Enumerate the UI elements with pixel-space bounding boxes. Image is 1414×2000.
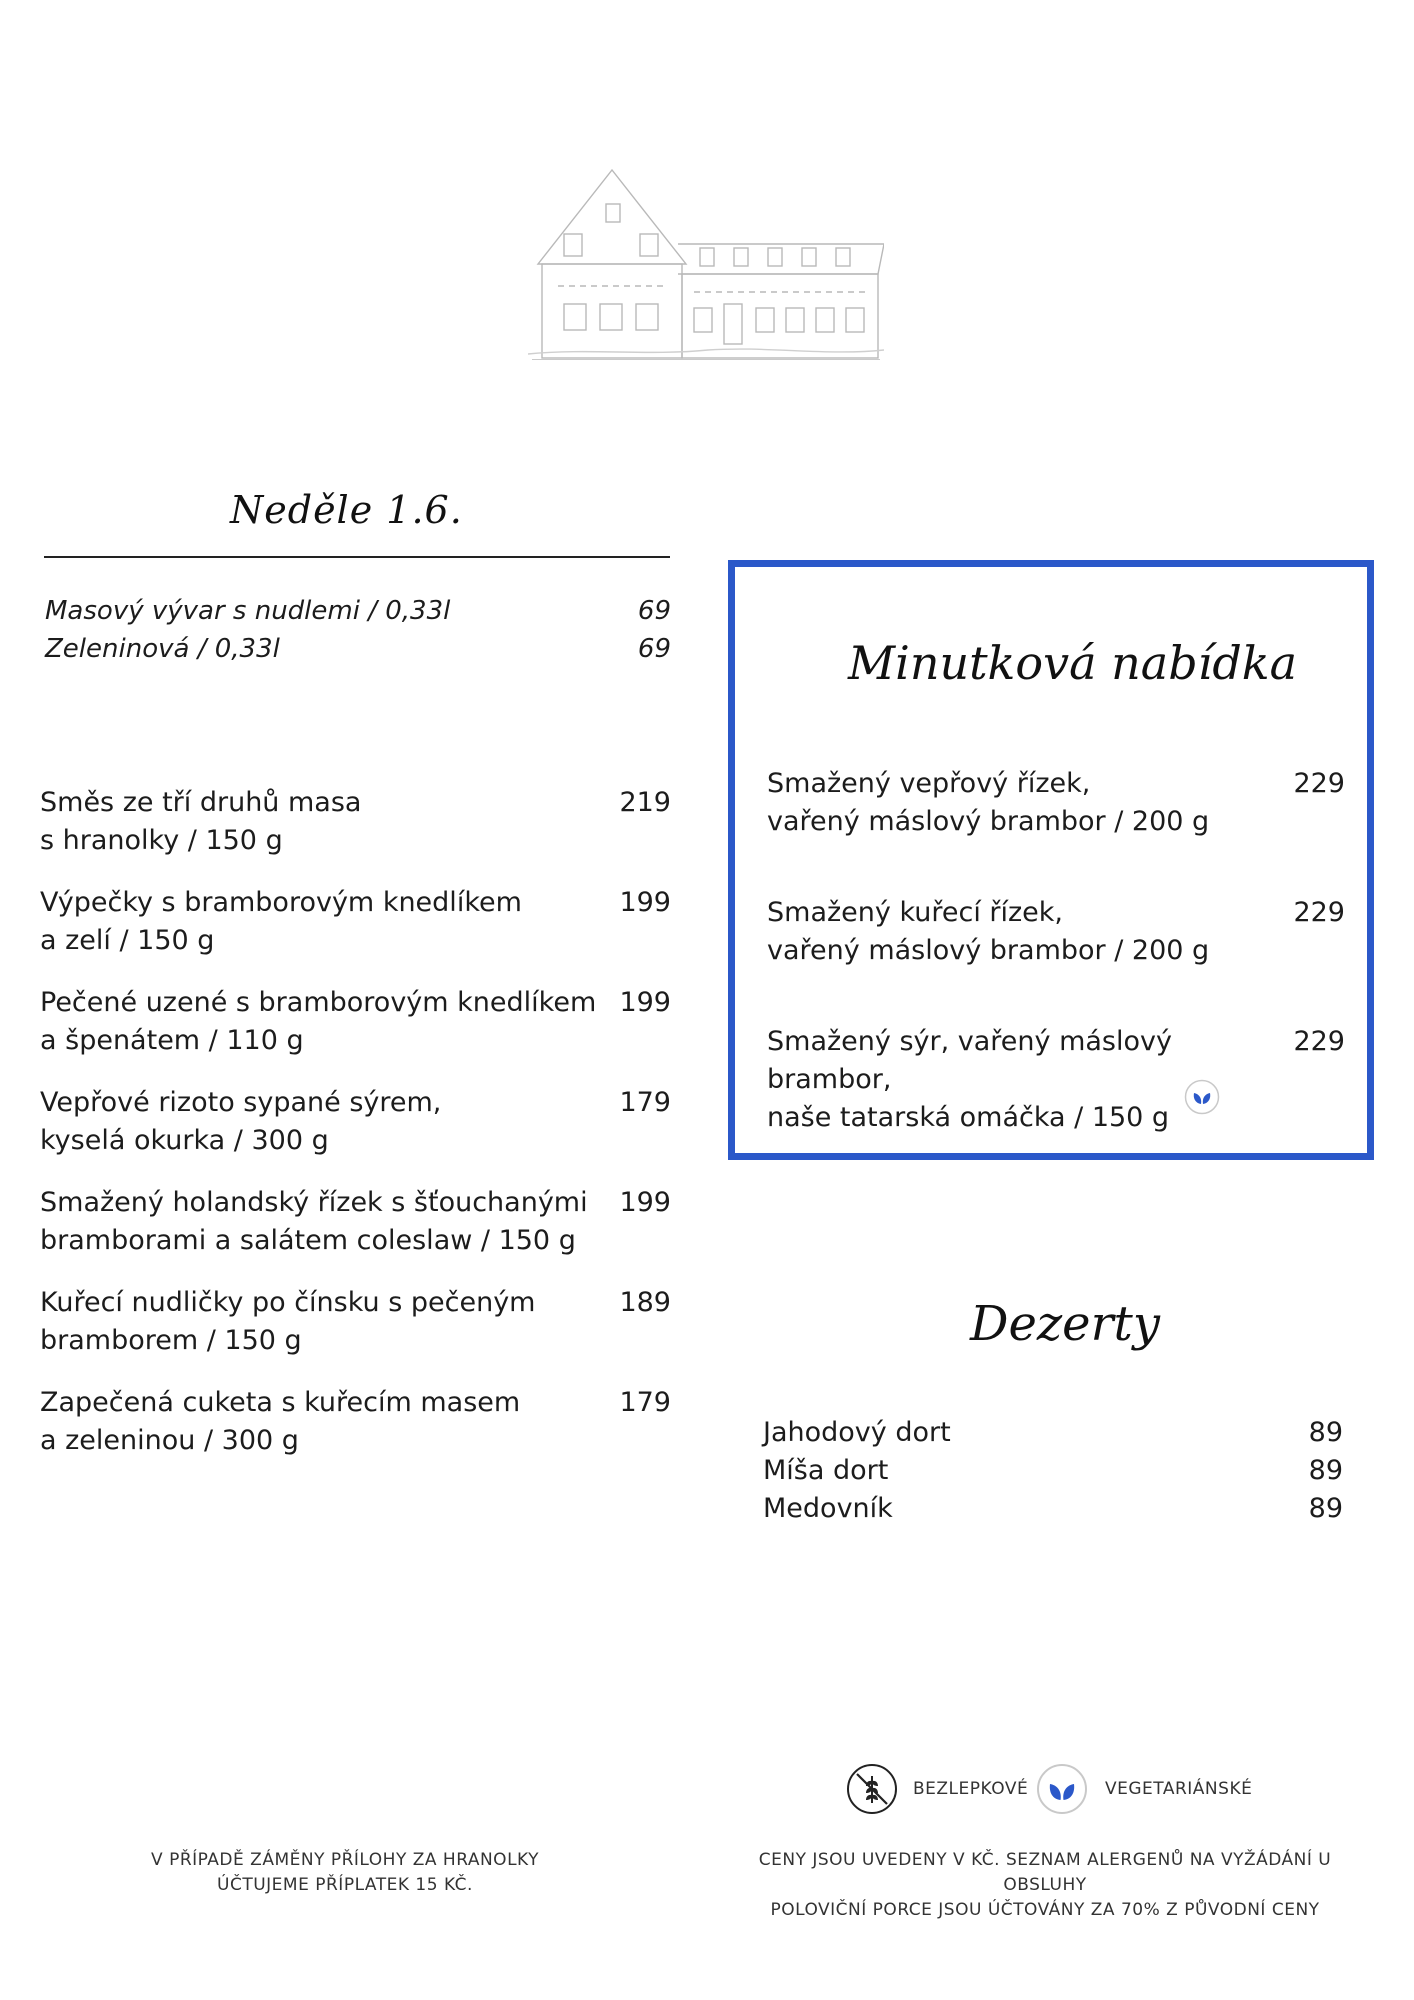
title-divider: [44, 556, 670, 558]
dish-price: 199: [619, 887, 671, 918]
vegetarian-leaf-icon: [1184, 1079, 1220, 1115]
soup-item: [45, 592, 671, 630]
quick-offer-item: [767, 1023, 1345, 1137]
legend-gluten-free-label: BEZLEPKOVÉ: [913, 1779, 1029, 1799]
main-dish-item: [40, 1384, 671, 1460]
crossed-wheat-icon: [846, 1763, 898, 1815]
dessert-item: [763, 1452, 1343, 1490]
main-dish-item: [40, 1084, 671, 1160]
dessert-name: Míša dort: [763, 1455, 889, 1486]
soup-name: Masový vývar s nudlemi / 0,33l: [45, 596, 451, 626]
dish-name: Směs ze tří druhů masa s hranolky / 150 g: [40, 787, 362, 856]
dessert-price: 89: [1308, 1493, 1343, 1524]
building-sketch-logo: [528, 164, 884, 360]
dessert-item: [763, 1414, 1343, 1452]
dish-price: 179: [619, 1087, 671, 1118]
dish-name: Smažený sýr, vařený máslový brambor, naše tatarská omáčka / 150 g: [767, 1026, 1172, 1133]
dish-name: Zapečená cuketa s kuřecím masem a zeleninou / 300 g: [40, 1387, 521, 1456]
vegetarian-leaf-icon: [1036, 1763, 1088, 1815]
main-dish-item: [40, 984, 671, 1060]
soup-price: 69: [637, 634, 671, 664]
legend-vegetarian-label: VEGETARIÁNSKÉ: [1105, 1779, 1253, 1799]
dessert-name: Medovník: [763, 1493, 893, 1524]
footer-note-right: CENY JSOU UVEDENY V KČ. SEZNAM ALERGENŮ NA VYŽÁDÁNÍ U OBSLUHY POLOVIČNÍ PORCE JSOU ÚČTOVÁNY ZA 70% Z PŮVODNÍ CENY: [758, 1850, 1332, 1920]
dish-price: 219: [619, 787, 671, 818]
dish-price: 229: [1293, 1026, 1345, 1057]
quick-offer-item: [767, 765, 1345, 841]
dish-price: 199: [619, 1187, 671, 1218]
soup-name: Zeleninová / 0,33l: [45, 634, 280, 664]
date-title: Neděle 1.6.: [230, 488, 463, 532]
dish-price: 189: [619, 1287, 671, 1318]
main-dish-item: [40, 1184, 671, 1260]
main-dish-item: [40, 1284, 671, 1360]
desserts-title: Dezerty: [970, 1296, 1160, 1352]
dish-price: 179: [619, 1387, 671, 1418]
dish-price: 199: [619, 987, 671, 1018]
main-dish-item: [40, 784, 671, 860]
dish-name: Kuřecí nudličky po čínsku s pečeným bramborem / 150 g: [40, 1287, 536, 1356]
dessert-name: Jahodový dort: [763, 1417, 951, 1448]
soup-item: [45, 630, 671, 668]
dessert-price: 89: [1308, 1455, 1343, 1486]
soup-price: 69: [637, 596, 671, 626]
dish-name: Smažený kuřecí řízek, vařený máslový brambor / 200 g: [767, 897, 1210, 966]
dish-price: 229: [1293, 768, 1345, 799]
dessert-price: 89: [1308, 1417, 1343, 1448]
footer-note-left: V PŘÍPADĚ ZÁMĚNY PŘÍLOHY ZA HRANOLKY ÚČTUJEME PŘÍPLATEK 15 KČ.: [151, 1850, 539, 1895]
main-dish-item: [40, 884, 671, 960]
quick-offer-item: [767, 894, 1345, 970]
dish-name: Výpečky s bramborovým knedlíkem a zelí / 150 g: [40, 887, 522, 956]
dish-name: Smažený vepřový řízek, vařený máslový brambor / 200 g: [767, 768, 1210, 837]
quick-offer-title: Minutková nabídka: [848, 636, 1298, 690]
dessert-item: [763, 1490, 1343, 1528]
dish-name: Smažený holandský řízek s šťouchanými bramborami a salátem coleslaw / 150 g: [40, 1187, 588, 1256]
dish-price: 229: [1293, 897, 1345, 928]
dish-name: Vepřové rizoto sypané sýrem, kyselá okurka / 300 g: [40, 1087, 442, 1156]
dish-name: Pečené uzené s bramborovým knedlíkem a špenátem / 110 g: [40, 987, 597, 1056]
